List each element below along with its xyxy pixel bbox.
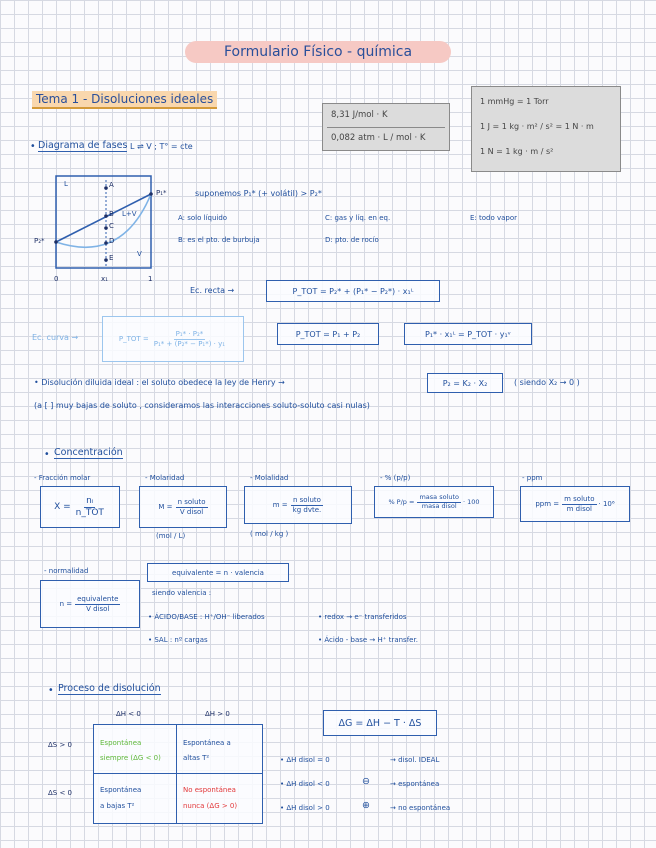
ppm-num: m soluto [564,495,595,504]
unit-equivalences-box [471,86,621,172]
curve-num: P₁* · P₂* [175,330,204,339]
note-e: E: todo vapor [470,214,518,222]
mal-num: n soluto [292,496,321,505]
ppm-formula [520,486,630,522]
unit-eq-2: 1 J = 1 kg · m² / s² = 1 N · m [480,122,594,131]
phase-label-v: V [137,250,142,258]
total-pressure-equation: P_TOT = P₁ + P₂ [277,323,379,345]
phase-diagram [30,170,170,290]
axis-p2: P₂* [34,237,45,245]
dh-positive-result: → no espontánea [390,804,451,812]
bullet: • [30,141,36,152]
cell-22-line2: nunca (ΔG > 0) [183,802,238,810]
minus-circle-icon: ⊖ [362,776,370,787]
cell-21-line2: a bajas T² [100,802,135,810]
fm-num: nᵢ [86,496,94,507]
fm-fraction [74,496,106,518]
dissolution-heading: Proceso de disolución [58,683,161,694]
molarity-label: - Molaridad [145,474,185,482]
cell-11-line2 [100,754,161,762]
dh-positive: • ΔH disol > 0 [280,804,330,812]
cell-12-line1: Espontánea a [183,739,231,747]
gas-constants-box [322,103,450,151]
dh-zero-result: → disol. IDEAL [390,756,440,764]
assumption-note: suponemos P₁* (+ volátil) > P₂* [195,189,322,198]
axis-xend: 1 [148,275,153,283]
equivalent-definition: equivalente = n · valencia [147,563,289,582]
cell-11-line1: Espontánea [100,739,142,747]
percent-formula [374,486,494,518]
norm-fraction [75,595,120,612]
molar-fraction-formula [40,486,120,528]
dilute-condition: ( siendo X₂ → 0 ) [514,378,580,387]
curve-fraction [152,330,227,347]
note-a: A: solo líquido [178,214,228,222]
mal-fraction [291,496,324,513]
curve-lhs: P_TOT = [118,335,149,343]
phase-diagram-heading: Diagrama de fases [38,140,128,151]
point-d: D [109,237,115,245]
curve-equation [102,316,244,362]
valence-acid-base-transfer: • Ácido - base → H⁺ transfer. [318,636,418,644]
cell-11-green: siempre (ΔG < 0) [100,754,161,762]
valence-heading: siendo valencia : [152,589,212,597]
valence-salt: • SAL : nº cargas [148,636,208,644]
tema-heading: Tema 1 - Disoluciones ideales [32,91,217,109]
phase-label-l: L [64,180,68,188]
unit-eq-3: 1 N = 1 kg · m / s² [480,147,554,156]
pp-lhs: % P/p = [388,498,415,506]
cell-12-line2: altas T² [183,754,210,762]
fm-lhs: X = [54,502,71,512]
curve-label: Ec. curva → [32,333,79,342]
molality-unit: ( mol / kg ) [250,530,289,538]
henry-law-equation: P₂ = K₂ · X₂ [427,373,503,393]
bullet: • [48,685,54,696]
molar-fraction-label: - Fracción molar [34,474,91,482]
note-c: C: gas y líq. en eq. [325,214,391,222]
mol-lhs: M = [158,503,173,511]
ppm-label: - ppm [522,474,543,482]
pp-tail: · 100 [463,498,480,506]
page-title: Formulario Físico - química [185,41,451,63]
molarity-formula [139,486,227,528]
mal-lhs: m = [272,501,288,509]
unit-eq-1: 1 mmHg = 1 Torr [480,97,549,106]
bullet: • [44,449,50,460]
mol-fraction [176,498,208,515]
point-b: B [109,210,114,218]
dh-zero: • ΔH disol = 0 [280,756,330,764]
point-a: A [109,181,114,189]
curve-den: P₁* + (P₂* − P₁*) · y₁ [153,339,226,348]
axis-p1: P₁* [156,189,167,197]
axis-x0: 0 [54,275,59,283]
pp-fraction [417,494,461,510]
spontaneity-table [93,724,263,824]
norm-den: V disol [86,604,110,613]
dilute-text-2: (a [ ] muy bajas de soluto , consideramos las interacciones soluto-soluto casi nulas) [34,401,370,410]
ppm-lhs: ppm = [535,500,560,508]
gibbs-equation: ΔG = ΔH − T · ΔS [323,710,437,736]
pp-num: masa soluto [419,493,460,502]
axis-x1: x₁ [101,275,108,283]
dh-negative: • ΔH disol < 0 [280,780,330,788]
ppm-tail: · 10⁶ [598,500,615,508]
straight-line-label: Ec. recta → [190,286,235,295]
raoult-equation: P₁* · x₁ᴸ = P_TOT · y₁ᵛ [404,323,532,345]
normality-label: - normalidad [44,567,89,575]
norm-lhs: n = [59,600,73,608]
concentration-heading: Concentración [54,447,123,458]
ppm-den: m disol [566,504,592,513]
mol-den: V disol [179,507,204,516]
mol-num: n soluto [177,498,206,507]
cell-22-line1: No espontánea [183,786,236,794]
mal-den: kg dvte. [292,505,322,514]
molality-formula [244,486,352,524]
dh-negative-result: → espontánea [390,780,440,788]
dilute-text-1: • Disolución diluida ideal : el soluto obedece la ley de Henry → [34,378,285,387]
point-c: C [109,222,114,230]
percent-label: - % (p/p) [380,474,411,482]
phase-condition: L ⇌ V ; T° = cte [130,142,193,151]
row-ds-positive: ΔS > 0 [48,741,73,749]
pp-den: masa disol [421,501,457,510]
straight-line-equation: P_TOT = P₂* + (P₁* − P₂*) · x₁ᴸ [266,280,440,302]
note-b: B: es el pto. de burbuja [178,236,260,244]
phase-label-lv: L+V [122,210,137,218]
molarity-unit: (mol / L) [156,532,186,540]
note-d: D: pto. de rocío [325,236,379,244]
fm-den: n_TOT [75,507,104,518]
col-dh-negative: ΔH < 0 [116,710,141,718]
plus-circle-icon: ⊕ [362,800,370,811]
col-dh-positive: ΔH > 0 [205,710,230,718]
point-e: E [109,254,114,262]
row-ds-negative: ΔS < 0 [48,789,73,797]
cell-21-line1: Espontánea [100,786,142,794]
normality-formula [40,580,140,628]
norm-num: equivalente [77,595,119,604]
gas-constant-r2: 0,082 atm · L / mol · K [331,133,426,143]
valence-redox: • redox → e⁻ transferidos [318,613,407,621]
ppm-fraction [562,495,596,512]
gas-constant-r1: 8,31 J/mol · K [331,110,388,120]
molality-label: - Molalidad [250,474,289,482]
valence-acid-base: • ÁCIDO/BASE : H⁺/OH⁻ liberados [148,613,265,621]
